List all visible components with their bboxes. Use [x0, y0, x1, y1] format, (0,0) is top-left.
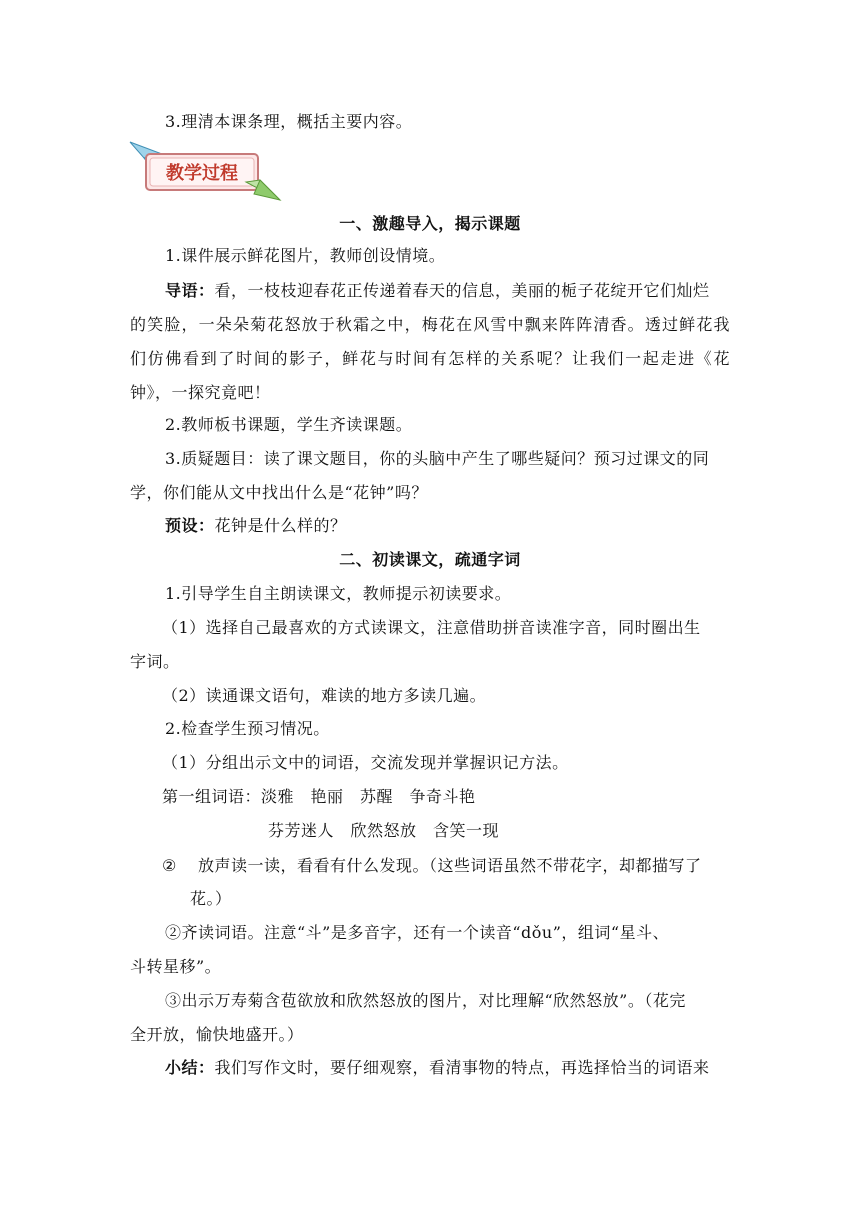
word-group-label: 第一组词语：	[162, 787, 262, 806]
paragraph: ③出示万寿菊含苞欲放和欣然怒放的图片，对比理解“欣然怒放”。（花完	[165, 991, 686, 1010]
paragraph: ②齐读词语。注意“斗”是多音字，还有一个读音“dǒu”，组词“星斗、	[165, 923, 670, 942]
word-group-row: 淡雅 艳丽 苏醒 争奇斗艳	[261, 787, 476, 806]
paragraph: 斗转星移”。	[130, 957, 222, 976]
paragraph: 2.检查学生预习情况。	[165, 719, 330, 738]
paragraph: （1）分组出示文中的词语，交流发现并掌握识记方法。	[162, 753, 569, 772]
paragraph: （2）读通课文语句，难读的地方多读几遍。	[162, 686, 487, 705]
preset-label: 预设：	[165, 516, 215, 535]
paragraph: 学，你们能从文中找出什么是“花钟”吗？	[130, 483, 428, 502]
summary-text: 我们写作文时，要仔细观察，看清事物的特点，再选择恰当的词语来	[214, 1058, 710, 1077]
word-group-row: 芬芳迷人 欣然怒放 含笑一现	[268, 821, 500, 840]
paragraph: （1）选择自己最喜欢的方式读课文，注意借助拼音读准字音，同时圈出生	[162, 618, 701, 637]
banner-label: 教学过程	[166, 163, 238, 184]
paragraph: 放声读一读，看看有什么发现。（这些词语虽然不带花字，却都描写了	[198, 856, 702, 875]
intro-text: 看，一枝枝迎春花正传递着春天的信息，美丽的栀子花绽开它们灿烂	[214, 281, 710, 300]
paragraph: 2.教师板书课题，学生齐读课题。	[165, 415, 413, 434]
paragraph: 全开放，愉快地盛开。）	[130, 1025, 304, 1044]
intro-label: 导语：	[165, 281, 215, 300]
paragraph: 的笑脸，一朵朵菊花怒放于秋霜之中，梅花在风雪中飘来阵阵清香。透过鲜花我	[130, 315, 730, 334]
section-heading: 二、初读课文，疏通字词	[339, 550, 521, 569]
paragraph: 3.质疑题目：读了课文题目，你的头脑中产生了哪些疑问？预习过课文的同	[165, 449, 710, 468]
list-marker: ②	[162, 856, 177, 875]
summary-label: 小结：	[165, 1058, 215, 1077]
objective-item-3: 3.理清本课条理，概括主要内容。	[165, 112, 413, 131]
paragraph	[165, 516, 347, 536]
teaching-process-banner	[128, 140, 284, 204]
paragraph: 1.课件展示鲜花图片，教师创设情境。	[165, 246, 446, 265]
section-heading: 一、激趣导入，揭示课题	[339, 214, 521, 233]
paragraph	[165, 1058, 710, 1078]
paragraph	[165, 281, 710, 301]
word-group	[162, 787, 476, 807]
paragraph: 字词。	[130, 652, 180, 671]
preset-text: 花钟是什么样的？	[214, 516, 347, 535]
paragraph: 钟》，一探究竟吧！	[130, 383, 271, 402]
paragraph: 们仿佛看到了时间的影子，鲜花与时间有怎样的关系呢？让我们一起走进《花	[130, 349, 730, 368]
paragraph: 1.引导学生自主朗读课文，教师提示初读要求。	[165, 584, 512, 603]
paragraph: 花。）	[190, 889, 232, 908]
